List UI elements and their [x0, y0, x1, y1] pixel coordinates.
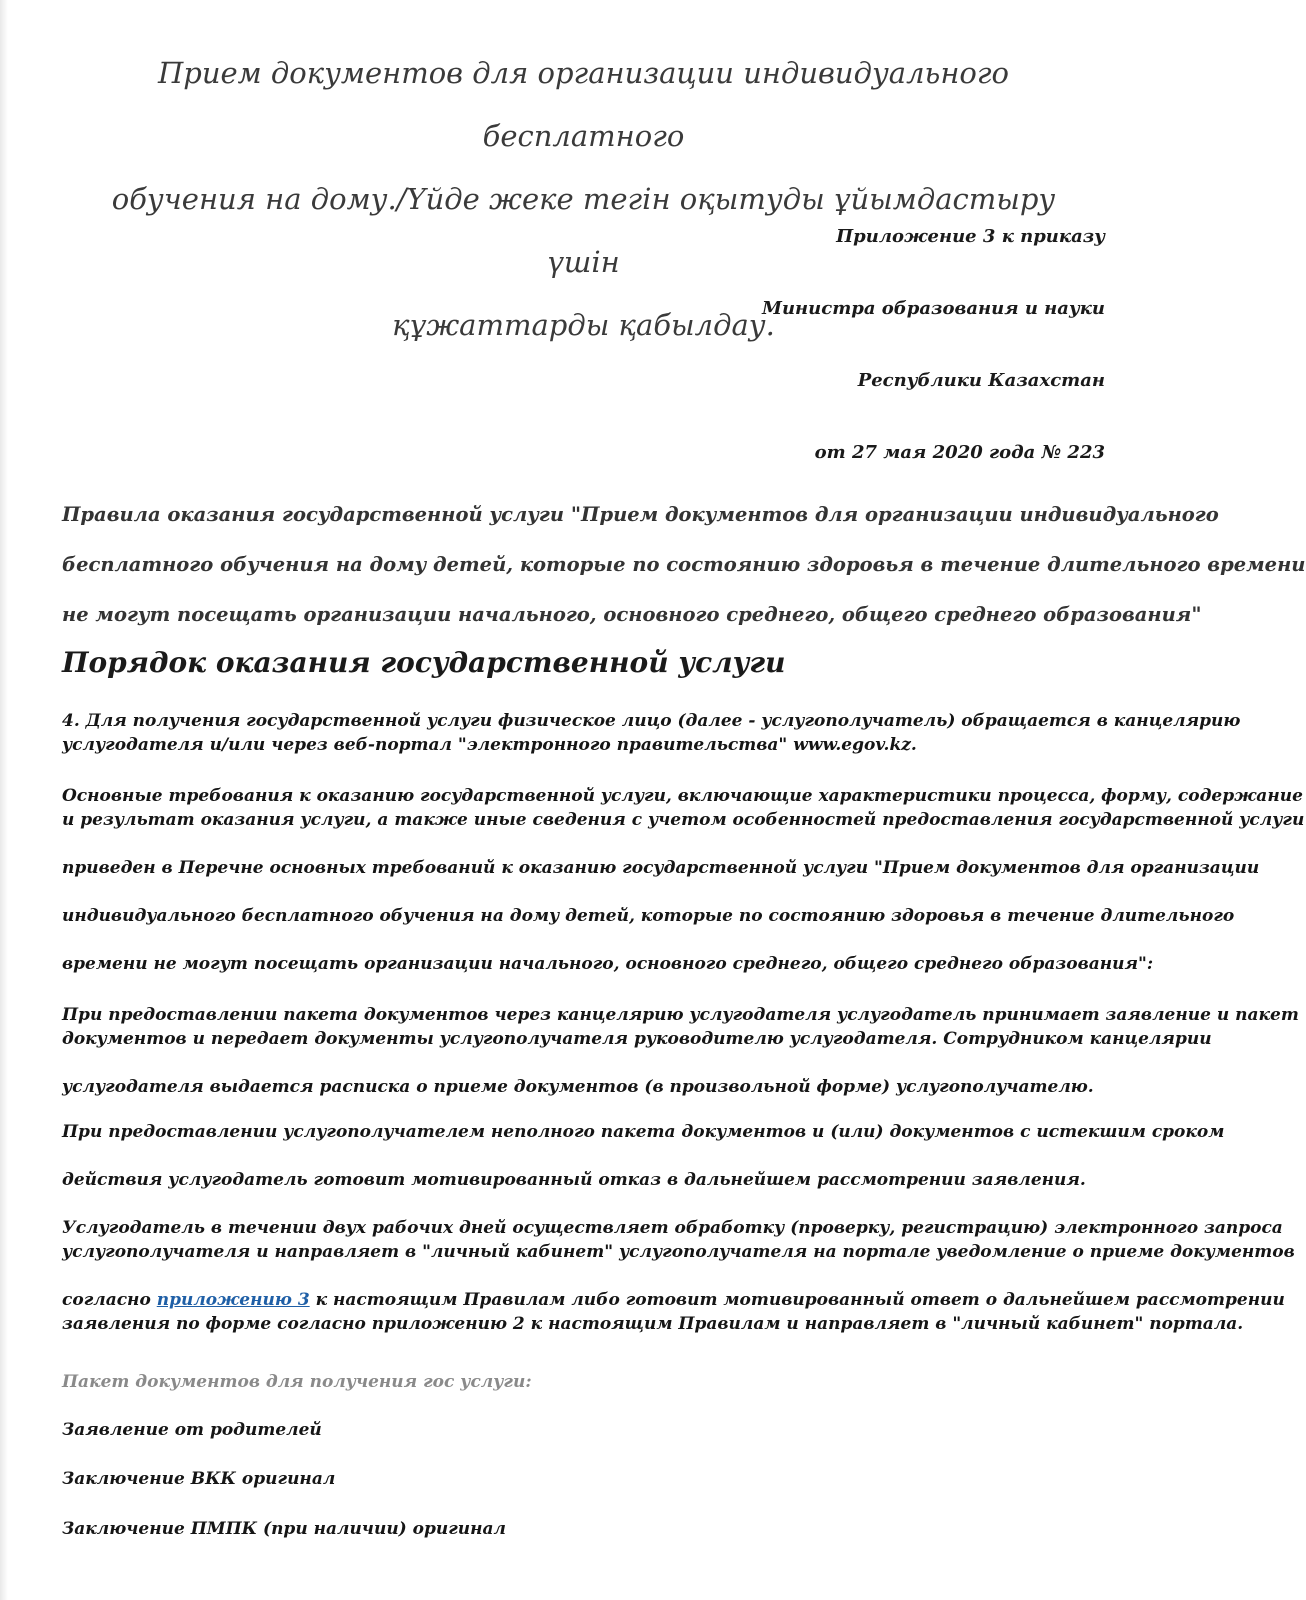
title-line-1: Прием документов для организации индивидуального бесплатного — [157, 56, 1010, 153]
package-item: Заключение ВКК оригинал — [62, 1469, 336, 1489]
requirements-line-3: приведен в Перечне основных требований к оказанию государственной услуги "Прием документов для организации — [62, 858, 1260, 878]
package-line-2: документов и передает документы услугополучателя руководителю услугодателя. Сотрудником канцелярии — [62, 1029, 1212, 1049]
requirements-line-4: индивидуального бесплатного обучения на дому детей, которые по состоянию здоровья в течение длительного — [62, 906, 1235, 926]
appendix-line-1: Приложение 3 к приказу — [836, 226, 1105, 247]
rules-title — [62, 490, 1306, 640]
rules-title-line-2: бесплатного обучения на дому детей, которые по состоянию здоровья в течение длительного времени — [62, 553, 1306, 576]
incomplete-line-1: При предоставлении услугополучателем неполного пакета документов и (или) документов с истекшим сроком — [62, 1122, 1225, 1142]
requirements-line-1: Основные требования к оказанию государственной услуги, включающие характеристики процесса, форму, содержание — [62, 786, 1303, 806]
package-title: Пакет документов для получения гос услуги: — [62, 1372, 532, 1392]
processing-line-4: заявления по форме согласно приложению 2 к настоящим Правилам и направляет в "личный кабинет" портала. — [62, 1314, 1244, 1334]
requirements-line-5: времени не могут посещать организации начального, основного среднего, общего среднего образования": — [62, 954, 1154, 974]
processing-line-1: Услугодатель в течении двух рабочих дней осуществляет обработку (проверку, регистрацию) электронного запроса — [62, 1218, 1283, 1238]
paragraph-package — [62, 1003, 1299, 1099]
appendix-3-link[interactable]: приложению 3 — [156, 1290, 310, 1310]
processing-line-3 — [62, 1288, 1285, 1312]
incomplete-line-2: действия услугодатель готовит мотивированный отказ в дальнейшем рассмотрении заявления. — [62, 1170, 1086, 1190]
package-line-1: При предоставлении пакета документов через канцелярию услугодателя услугодатель принимает заявление и пакет — [62, 1005, 1299, 1025]
package-item: Заключение ПМПК (при наличии) оригинал — [62, 1519, 507, 1539]
paragraph-requirements — [62, 784, 1305, 976]
package-line-3: услугодателя выдается расписка о приеме документов (в произвольной форме) услугополучателю. — [62, 1077, 1094, 1097]
processing-line-3-suffix: к настоящим Правилам либо готовит мотивированный ответ о дальнейшем рассмотрении — [309, 1290, 1285, 1310]
processing-line-3-prefix: согласно — [62, 1290, 157, 1310]
appendix-line-4: от 27 мая 2020 года № 223 — [814, 442, 1105, 463]
appendix-line-2: Министра образования и науки — [762, 298, 1105, 319]
requirements-line-2: и результат оказания услуги, а также иные сведения с учетом особенностей предоставления государственной услуги — [62, 810, 1305, 830]
paragraph-4 — [62, 709, 1241, 757]
paragraph-4-line-1: 4. Для получения государственной услуги физическое лицо (далее - услугополучатель) обращается в канцелярию — [62, 711, 1241, 731]
title-line-2: обучения на дому./Үйде жеке тегін оқытуды ұйымдастыру үшін — [111, 182, 1056, 279]
processing-line-2: услугополучателя и направляет в "личный кабинет" услугополучателя на портале уведомление о приеме документов — [62, 1242, 1295, 1262]
page-edge — [0, 0, 8, 1600]
paragraph-incomplete — [62, 1120, 1225, 1192]
section-heading: Порядок оказания государственной услуги — [62, 646, 786, 679]
rules-title-line-3: не могут посещать организации начального, основного среднего, общего среднего образования" — [62, 603, 1202, 626]
title-line-3: құжаттарды қабылдау. — [392, 308, 775, 342]
rules-title-line-1: Правила оказания государственной услуги "Прием документов для организации индивидуального — [62, 503, 1219, 526]
package-item: Заявление от родителей — [62, 1420, 322, 1440]
appendix-line-3: Республики Казахстан — [857, 370, 1105, 391]
paragraph-processing — [62, 1216, 1295, 1336]
paragraph-4-line-2: услугодателя и/или через веб-портал "электронного правительства" www.egov.kz. — [62, 735, 917, 755]
